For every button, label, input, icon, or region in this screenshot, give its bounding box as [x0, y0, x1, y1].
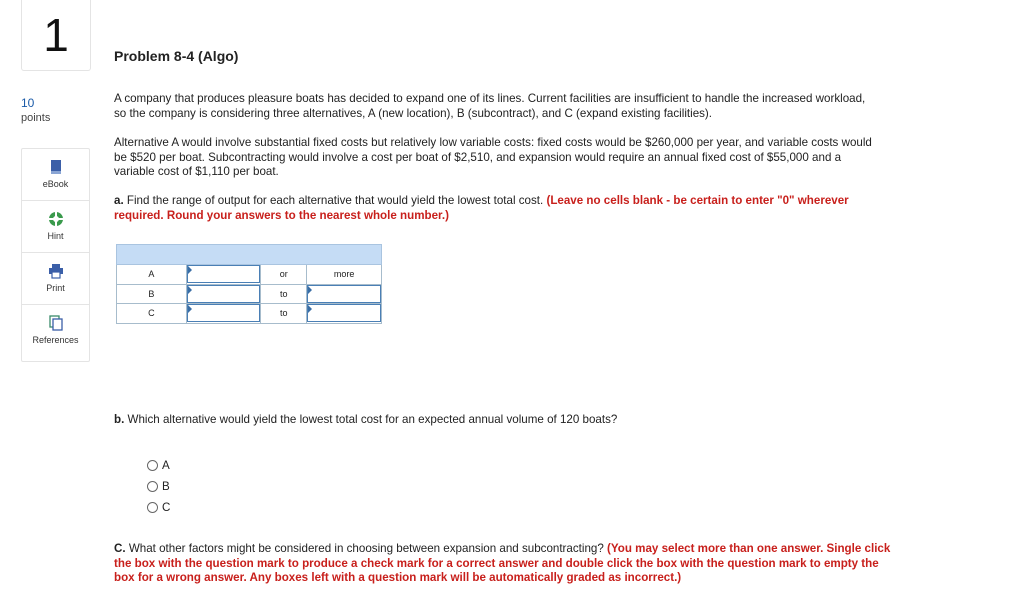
option-label: B [162, 480, 170, 493]
alt-a-high-cell: more [307, 265, 382, 285]
radio-button[interactable] [147, 460, 158, 471]
table-row [117, 304, 382, 324]
radio-button[interactable] [147, 502, 158, 513]
alt-a-low-cell [186, 265, 261, 285]
references-icon [48, 315, 64, 331]
alt-a-low-input[interactable] [187, 265, 261, 283]
option-a[interactable] [147, 455, 170, 476]
alt-c-low-input[interactable] [187, 304, 261, 322]
points-label: points [21, 112, 51, 124]
part-c-instruction: (You may select more than one answer. Single click the box with the question mark to produce a check mark for a correct answer and double click the box with the question mark to empty the box for a wrong answer. Any boxes left with a question mark will be automatically graded as incorrect.) [114, 542, 891, 585]
points-value: 10 [21, 96, 35, 110]
part-c-prefix: C. [114, 542, 126, 555]
problem-paragraph-1: A company that produces pleasure boats has decided to expand one of its lines. Current facilities are insufficient to handle the increased workload, so the company is considering three alternatives, A (new location), B (subcontract), and C (expand existing facilities). [114, 92, 866, 120]
table-header-row [117, 245, 382, 265]
row-label-a: A [117, 265, 187, 285]
alt-b-high-input[interactable] [307, 285, 381, 303]
part-a-question [114, 194, 894, 223]
ebook-label: eBook [42, 179, 69, 189]
row-label-b: B [117, 284, 187, 304]
option-label: A [162, 459, 170, 472]
alt-b-low-cell [186, 284, 261, 304]
row-a-separator: or [261, 265, 307, 285]
printer-icon [48, 263, 64, 279]
alt-b-low-input[interactable] [187, 285, 261, 303]
option-c[interactable] [147, 497, 170, 518]
part-a-prefix: a. [114, 194, 124, 207]
row-c-separator: to [261, 304, 307, 324]
book-icon [48, 159, 64, 175]
alt-b-high-cell [307, 284, 382, 304]
radio-button[interactable] [147, 481, 158, 492]
row-label-c: C [117, 304, 187, 324]
tools-panel [21, 148, 90, 362]
problem-title: Problem 8-4 (Algo) [114, 48, 239, 64]
alt-c-low-cell [186, 304, 261, 324]
hint-icon [48, 211, 64, 227]
part-b-question [114, 413, 874, 428]
part-c-question [114, 542, 894, 586]
print-button[interactable] [22, 253, 89, 305]
row-b-separator: to [261, 284, 307, 304]
part-b-prefix: b. [114, 413, 125, 426]
option-label: C [162, 501, 171, 514]
part-a-instruction: (Leave no cells blank - be certain to enter "0" wherever required. Round your answers to the nearest whole number.) [114, 194, 849, 222]
hint-button[interactable] [22, 201, 89, 253]
points-info [21, 96, 50, 126]
alt-c-high-input[interactable] [307, 304, 381, 322]
hint-label: Hint [47, 231, 64, 241]
table-row [117, 284, 382, 304]
print-label: Print [46, 283, 65, 293]
references-label: References [32, 335, 79, 345]
table-row [117, 265, 382, 285]
question-number: 1 [21, 0, 91, 71]
part-b-text: Which alternative would yield the lowest total cost for an expected annual volume of 120 boats? [124, 413, 618, 426]
part-b-options [147, 455, 170, 518]
problem-paragraph-2: Alternative A would involve substantial fixed costs but relatively low variable costs: fixed costs would be $260,000 per year, and variable costs would be $520 per boat. Subcontracting would involve a cost per boat of $2,510, and expansion would require an annual fixed cost of $55,000 and a variable cost of $1,110 per boat. [114, 136, 872, 179]
part-a-text: Find the range of output for each alternative that would yield the lowest total cost. [123, 194, 547, 207]
alt-c-high-cell [307, 304, 382, 324]
ebook-button[interactable] [22, 149, 89, 201]
option-b[interactable] [147, 476, 170, 497]
range-answer-table [116, 244, 382, 324]
part-c-text: What other factors might be considered in choosing between expansion and subcontracting? [125, 542, 608, 555]
references-button[interactable] [22, 305, 89, 361]
